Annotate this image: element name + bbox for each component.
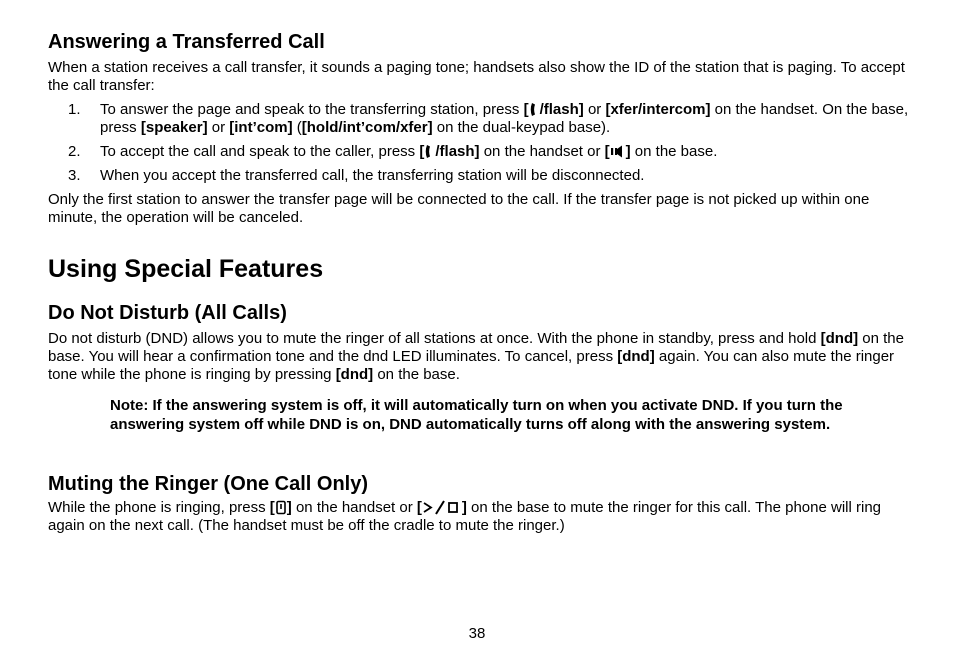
page-number: 38 (468, 625, 486, 642)
transfer-step-1: 1. To answer the page and speak to the transferring station, press [ /flash] or [xfer/intercom] on the handset. On the base, press [speaker] or [int’com] ([hold/int’com/xfer] on the dual-keypad base). (68, 101, 909, 136)
section-heading-mute: Muting the Ringer (One Call Only) (48, 473, 368, 495)
intcom-key: [int’com] (229, 119, 293, 136)
transfer-outro: Only the first station to answer the transfer page will be connected to the call. If the transfer page is not picked up within one minute, the operation will be canceled. (48, 191, 870, 226)
play-stop-icon (422, 500, 462, 515)
mute-description: While the phone is ringing, press [ ] on the handset or [ ] on the base to mute the ringer for this call. The phone will ring again on the next call. (The handset must be off the cradle to mute the ringer.) (48, 499, 882, 534)
handset-mute-key: [ ] (269, 499, 292, 516)
dnd-description: Do not disturb (DND) allows you to mute the ringer of all stations at once. With the phone in standby, press and hold [dnd] on the base. You will hear a confirmation tone and the dnd LED illuminates. To cancel, press [dnd] again. You can also mute the ringer tone while the phone is ringing by pressing [dnd] on the base. (48, 330, 904, 383)
transfer-step-3: 3. When you accept the transferred call, the transferring station will be disconnected. (68, 167, 645, 184)
section-heading-dnd: Do Not Disturb (All Calls) (48, 302, 287, 324)
transfer-step-2: 2. To accept the call and speak to the caller, press [ /flash] on the handset or [ ] on the base. (68, 143, 718, 160)
dnd-key: [dnd] (335, 366, 374, 383)
talk-flash-key: [ /flash] (523, 101, 584, 118)
step-number: 3. (68, 167, 81, 184)
talk-flash-key: [ /flash] (419, 143, 480, 160)
transfer-intro: When a station receives a call transfer, it sounds a paging tone; handsets also show the ID of the station that is paging. To accept the call transfer: (48, 59, 905, 94)
step-number: 1. (68, 101, 81, 118)
handset-mute-icon (275, 500, 287, 515)
play-stop-key: [ ] (416, 499, 467, 516)
chapter-title: Using Special Features (48, 255, 324, 283)
xfer-intercom-key: [xfer/intercom] (605, 101, 711, 118)
handset-talk-icon (529, 102, 540, 117)
base-speaker-key: [ ] (604, 143, 631, 160)
step-number: 2. (68, 143, 81, 160)
transfer-steps (48, 101, 914, 191)
section-heading-transfer: Answering a Transferred Call (48, 31, 325, 53)
handset-talk-icon (424, 144, 435, 159)
dnd-key: [dnd] (820, 330, 859, 347)
speaker-icon (610, 144, 626, 159)
dnd-key: [dnd] (617, 348, 655, 365)
dnd-note: Note: If the answering system is off, it will automatically turn on when you activate DND. If you turn the answering system off while DND is on, DND automatically turns off along with the answering system. (110, 397, 843, 433)
speaker-key: [speaker] (140, 119, 208, 136)
hold-intcom-xfer-key: [hold/int’com/xfer] (301, 119, 433, 136)
